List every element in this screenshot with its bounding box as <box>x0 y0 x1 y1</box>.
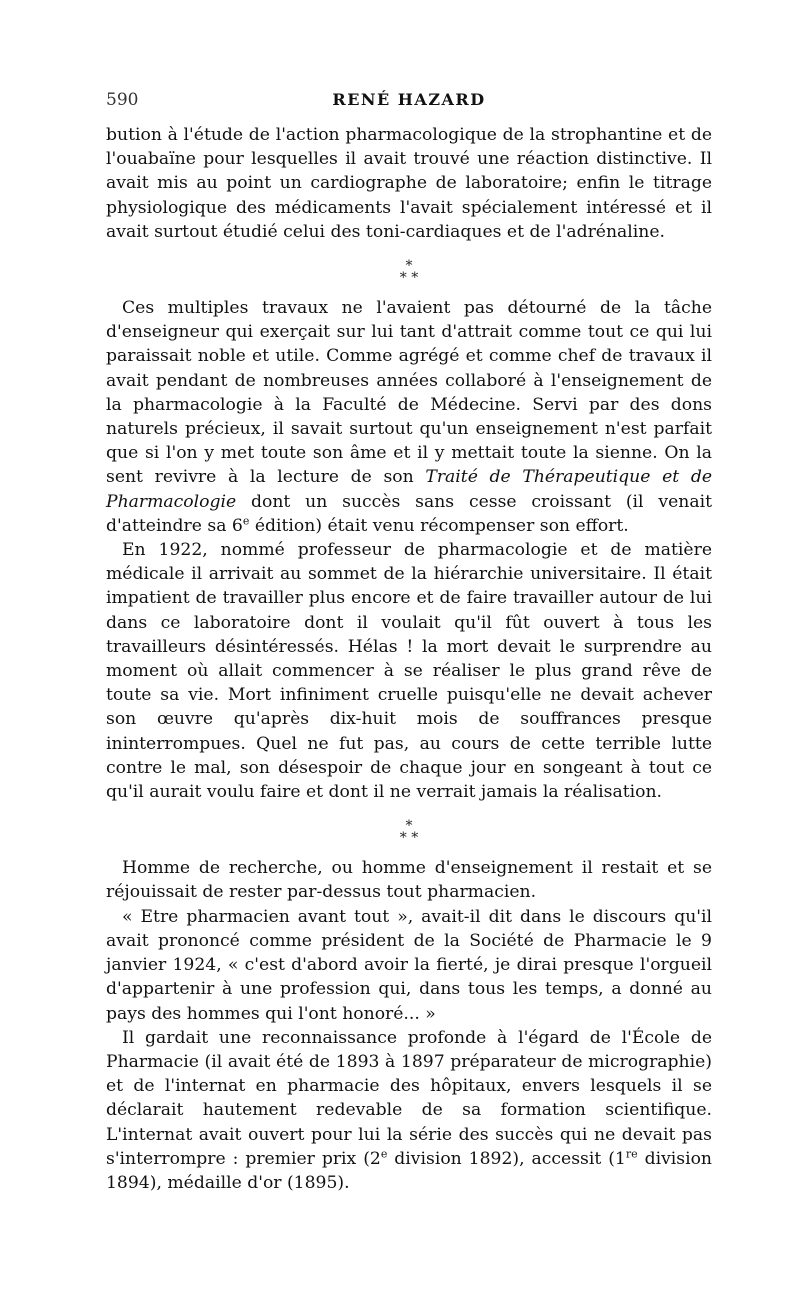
book-title: Traité de Thérapeutique et de Pharmacologie <box>106 467 712 512</box>
paragraph-4: Homme de recherche, ou homme d'enseignement il restait et se réjouissait de rester par-dessus tout pharmacien. <box>106 858 712 903</box>
asterism-star-bottom: * * <box>399 830 419 847</box>
superscript-division-2: re <box>625 1146 638 1160</box>
paragraph-1: bution à l'étude de l'action pharmacologique de la strophantine et de l'ouabaïne pour lesquelles il avait trouvé une réaction distinctive. Il avait mis au point un cardiographe de laboratoire; enfin le titrage physiologique des médicaments l'avait spécialement intéressé et il avait surtout étudié celui des toni-cardiaques et de l'adrénaline. <box>106 125 712 242</box>
page-number: 590 <box>106 90 139 110</box>
paragraph-2-text-c: édition) était venu récompenser son effort. <box>249 515 629 536</box>
paragraph-2-text-a: Ces multiples travaux ne l'avaient pas détourné de la tâche d'enseigneur qui exerçait sur lui tant d'attrait comme tout ce qui lui paraissait noble et utile. Comme agrégé et comme chef de travaux il avait pendant de nombreuses années collaboré à l'enseignement de la pharmacologie à la Faculté de Médecine. Servi par des dons naturels précieux, il savait surtout qu'un enseignement n'est parfait que si l'on y met toute son âme et il y mettait toute la sienne. On la sent revivre à la lecture de son <box>106 298 712 488</box>
superscript-edition: e <box>242 514 250 528</box>
asterism-star-top: * <box>405 818 413 835</box>
paragraph-6 <box>106 1026 712 1195</box>
paragraph-6-text-b: division 1892), accessit (1 <box>387 1148 626 1169</box>
body-text <box>106 123 712 1195</box>
superscript-division-1: e <box>380 1146 388 1160</box>
page-header <box>106 88 712 116</box>
asterism-star-top: * <box>405 258 413 275</box>
asterism-1 <box>106 244 712 296</box>
paragraph-3: En 1922, nommé professeur de pharmacologie et de matière médicale il arrivait au sommet de la hiérarchie universitaire. Il était impatient de travailler plus encore et de faire travailler autour de lui dans ce laboratoire dont il voulait qu'il fût ouvert à tous les travailleurs désintéressés. Hélas ! la mort devait le surprendre au moment où allait commencer à se réaliser le plus grand rêve de toute sa vie. Mort infiniment cruelle puisqu'elle ne devait achever son œuvre qu'après dix-huit mois de souffrances presque ininterrompues. Quel ne fut pas, au cours de cette terrible lutte contre le mal, son désespoir de chaque jour en songeant à tout ce qu'il aurait voulu faire et dont il ne verrait jamais la réalisation. <box>106 540 712 803</box>
asterism-star-bottom: * * <box>399 270 419 287</box>
paragraph-5: « Etre pharmacien avant tout », avait-il dit dans le discours qu'il avait prononcé comme président de la Société de Pharmacie le 9 janvier 1924, « c'est d'abord avoir la fierté, je dirai presque l'orgueil d'appartenir à une profession qui, dans tous les temps, a donné au pays des hommes qui l'ont honoré... » <box>106 906 712 1024</box>
paragraph-2 <box>106 296 712 538</box>
paragraph-6-text-a: Il gardait une reconnaissance profonde à l'égard de l'École de Pharmacie (il avait été de 1893 à 1897 préparateur de micrographie) et de l'internat en pharmacie des hôpitaux, envers lesquels il se déclarait hautement redevable de sa formation scientifique. L'internat avait ouvert pour lui la série des succès qui ne devait pas s'interrompre : premier prix (2 <box>106 1027 712 1169</box>
paragraph-6-text-c: division 1894), médaille d'or (1895). <box>106 1148 713 1193</box>
paragraph-2-text-b: dont un succès sans cesse croissant (il venait d'atteindre sa 6 <box>106 491 712 536</box>
running-head: RENÉ HAZARD <box>332 90 486 109</box>
asterism-2 <box>106 804 712 856</box>
